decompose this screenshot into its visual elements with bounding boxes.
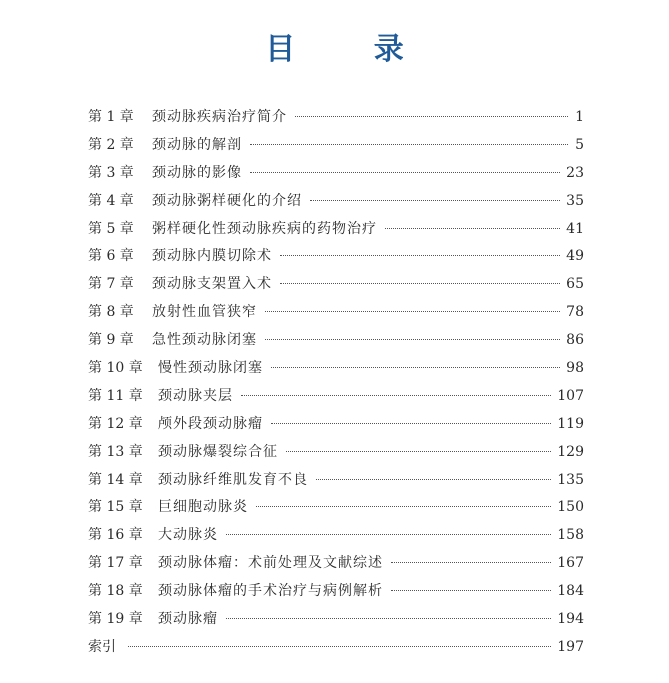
dot-leader: [286, 451, 551, 452]
chapter-number: 第 2 章: [88, 136, 134, 153]
chapter-title: 颈动脉体瘤的手术治疗与病例解析: [158, 583, 383, 600]
page-number: 41: [566, 220, 584, 237]
toc-entry-18[interactable]: [88, 580, 584, 608]
chapter-title: 粥样硬化性颈动脉疾病的药物治疗: [152, 220, 377, 237]
toc-entry-8[interactable]: [88, 301, 584, 329]
page-number: 135: [557, 471, 584, 488]
chapter-title: 大动脉炎: [158, 527, 218, 544]
page-number: 184: [557, 583, 584, 600]
page-number: 86: [566, 332, 584, 349]
toc-entry-11[interactable]: [88, 385, 584, 413]
toc-entry-3[interactable]: [88, 162, 584, 190]
chapter-number: 第 6 章: [88, 248, 134, 265]
toc-entry-15[interactable]: [88, 496, 584, 524]
page-number: 197: [557, 638, 584, 655]
page-number: 78: [566, 304, 584, 321]
page-number: 23: [566, 164, 584, 181]
chapter-number: 第 17 章: [88, 555, 143, 572]
toc-entry-13[interactable]: [88, 441, 584, 469]
page-number: 35: [566, 192, 584, 209]
page-number: 65: [566, 276, 584, 293]
dot-leader: [128, 646, 551, 647]
chapter-number: 第 11 章: [88, 387, 143, 404]
dot-leader: [265, 339, 560, 340]
page-number: 158: [557, 527, 584, 544]
chapter-title: 颈动脉粥样硬化的介绍: [152, 192, 302, 209]
chapter-title: 颈动脉支架置入术: [152, 276, 272, 293]
chapter-title: 颈动脉疾病治疗简介: [152, 109, 287, 125]
page-number: 49: [566, 248, 584, 265]
page-number: 119: [557, 415, 584, 432]
chapter-number: 第 13 章: [88, 443, 143, 460]
toc-entry-12[interactable]: [88, 413, 584, 441]
chapter-number: 第 1 章: [88, 109, 134, 125]
chapter-title: 颈动脉体瘤：术前处理及文献综述: [158, 555, 383, 572]
chapter-number: 第 16 章: [88, 527, 143, 544]
toc-entry-index[interactable]: [88, 636, 584, 664]
page-number: 107: [557, 387, 584, 404]
chapter-number: 第 3 章: [88, 164, 134, 181]
toc-entry-5[interactable]: [88, 218, 584, 246]
dot-leader: [391, 590, 551, 591]
dot-leader: [385, 228, 560, 229]
chapter-number: 第 14 章: [88, 471, 143, 488]
dot-leader: [250, 144, 568, 145]
page-number: 1: [575, 109, 584, 125]
chapter-number: 第 18 章: [88, 583, 143, 600]
page-number: 167: [557, 555, 584, 572]
toc-entry-9[interactable]: [88, 329, 584, 357]
page-number: 150: [557, 499, 584, 516]
toc-entry-1[interactable]: [88, 106, 584, 134]
dot-leader: [226, 534, 551, 535]
toc-entry-10[interactable]: [88, 357, 584, 385]
dot-leader: [271, 367, 560, 368]
dot-leader: [310, 200, 560, 201]
chapter-title: 颈动脉爆裂综合征: [158, 443, 278, 460]
dot-leader: [280, 255, 560, 256]
toc-entry-4[interactable]: [88, 190, 584, 218]
chapter-title: 颈动脉内膜切除术: [152, 248, 272, 265]
dot-leader: [280, 283, 560, 284]
page-number: 5: [575, 136, 584, 153]
chapter-title: 颈动脉瘤: [158, 611, 218, 628]
toc-entry-2[interactable]: [88, 134, 584, 162]
chapter-number: 第 12 章: [88, 415, 143, 432]
chapter-number: 第 7 章: [88, 276, 134, 293]
chapter-title: 颈动脉的解剖: [152, 136, 242, 153]
chapter-title: 放射性血管狭窄: [152, 304, 257, 321]
chapter-number: 第 15 章: [88, 499, 143, 516]
toc-entry-16[interactable]: [88, 524, 584, 552]
chapter-number: 第 9 章: [88, 332, 134, 349]
page-title: 目 录: [265, 32, 438, 67]
chapter-title: 颅外段颈动脉瘤: [158, 415, 263, 432]
table-of-contents: [88, 106, 584, 664]
chapter-number: 第 10 章: [88, 360, 143, 377]
dot-leader: [391, 562, 551, 563]
dot-leader: [295, 116, 568, 117]
dot-leader: [241, 395, 551, 396]
toc-entry-14[interactable]: [88, 469, 584, 497]
chapter-title: 巨细胞动脉炎: [158, 499, 248, 516]
toc-entry-17[interactable]: [88, 552, 584, 580]
toc-entry-19[interactable]: [88, 608, 584, 636]
dot-leader: [250, 172, 560, 173]
dot-leader: [316, 479, 551, 480]
toc-entry-6[interactable]: [88, 245, 584, 273]
toc-entry-7[interactable]: [88, 273, 584, 301]
chapter-title: 慢性颈动脉闭塞: [158, 360, 263, 377]
chapter-title: 颈动脉纤维肌发育不良: [158, 471, 308, 488]
dot-leader: [265, 311, 560, 312]
page-number: 129: [557, 443, 584, 460]
chapter-title: 急性颈动脉闭塞: [152, 332, 257, 349]
chapter-number: 第 19 章: [88, 611, 143, 628]
page-number: 98: [566, 360, 584, 377]
chapter-number: 第 5 章: [88, 220, 134, 237]
chapter-number: 第 8 章: [88, 304, 134, 321]
dot-leader: [226, 618, 551, 619]
chapter-number: 第 4 章: [88, 192, 134, 209]
index-label: 索引: [88, 638, 116, 655]
dot-leader: [271, 423, 551, 424]
dot-leader: [256, 506, 551, 507]
chapter-title: 颈动脉夹层: [158, 387, 233, 404]
page-number: 194: [557, 611, 584, 628]
chapter-title: 颈动脉的影像: [152, 164, 242, 181]
